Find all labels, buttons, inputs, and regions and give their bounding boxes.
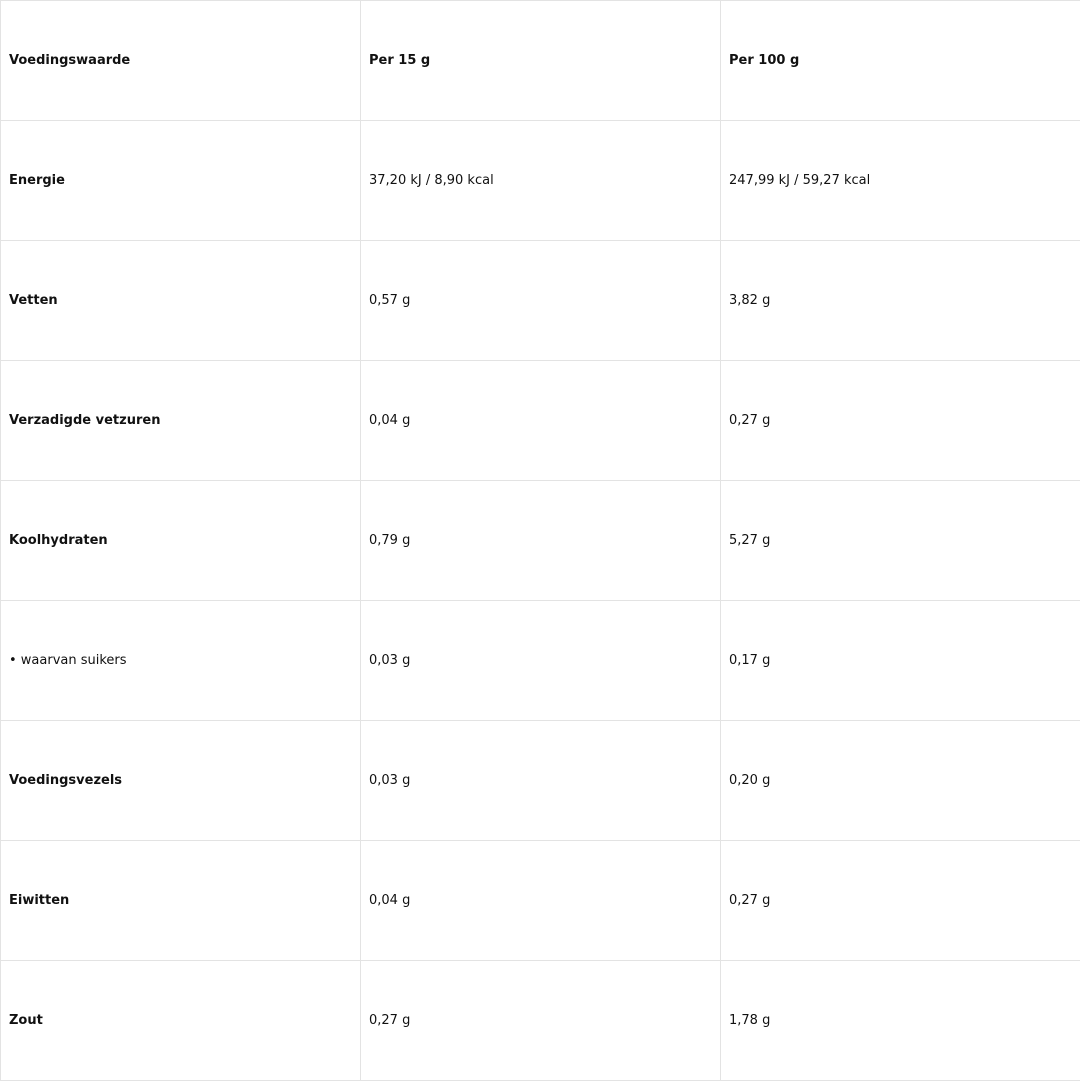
row-label: Voedingsvezels — [1, 721, 361, 841]
row-per-15-value: 0,27 g — [361, 961, 721, 1081]
row-per-100-value: 3,82 g — [721, 241, 1080, 361]
row-per-15-value: 37,20 kJ / 8,90 kcal — [361, 121, 721, 241]
table-row — [1, 601, 1080, 721]
row-per-15-value: 0,04 g — [361, 841, 721, 961]
row-per-100-value: 1,78 g — [721, 961, 1080, 1081]
row-label-sub: • waarvan suikers — [1, 601, 361, 721]
table-row — [1, 361, 1080, 481]
row-per-15-value: 0,04 g — [361, 361, 721, 481]
row-per-15-value: 0,03 g — [361, 601, 721, 721]
row-per-100-value: 0,17 g — [721, 601, 1080, 721]
row-label: Eiwitten — [1, 841, 361, 961]
table-row — [1, 961, 1080, 1081]
row-label: Koolhydraten — [1, 481, 361, 601]
table-row — [1, 721, 1080, 841]
row-per-100-value: 0,27 g — [721, 361, 1080, 481]
table-header-row — [1, 1, 1080, 121]
table-row — [1, 241, 1080, 361]
row-label: Energie — [1, 121, 361, 241]
row-per-100-value: 0,20 g — [721, 721, 1080, 841]
table-row — [1, 121, 1080, 241]
row-per-100-value: 0,27 g — [721, 841, 1080, 961]
table-row — [1, 841, 1080, 961]
table-row — [1, 481, 1080, 601]
row-per-100-value: 5,27 g — [721, 481, 1080, 601]
row-per-15-value: 0,57 g — [361, 241, 721, 361]
row-per-100-value: 247,99 kJ / 59,27 kcal — [721, 121, 1080, 241]
header-per-15-cell: Per 15 g — [361, 1, 721, 121]
row-per-15-value: 0,79 g — [361, 481, 721, 601]
row-per-15-value: 0,03 g — [361, 721, 721, 841]
row-label: Vetten — [1, 241, 361, 361]
row-label: Zout — [1, 961, 361, 1081]
header-per-100-cell: Per 100 g — [721, 1, 1080, 121]
row-label: Verzadigde vetzuren — [1, 361, 361, 481]
header-label-cell: Voedingswaarde — [1, 1, 361, 121]
